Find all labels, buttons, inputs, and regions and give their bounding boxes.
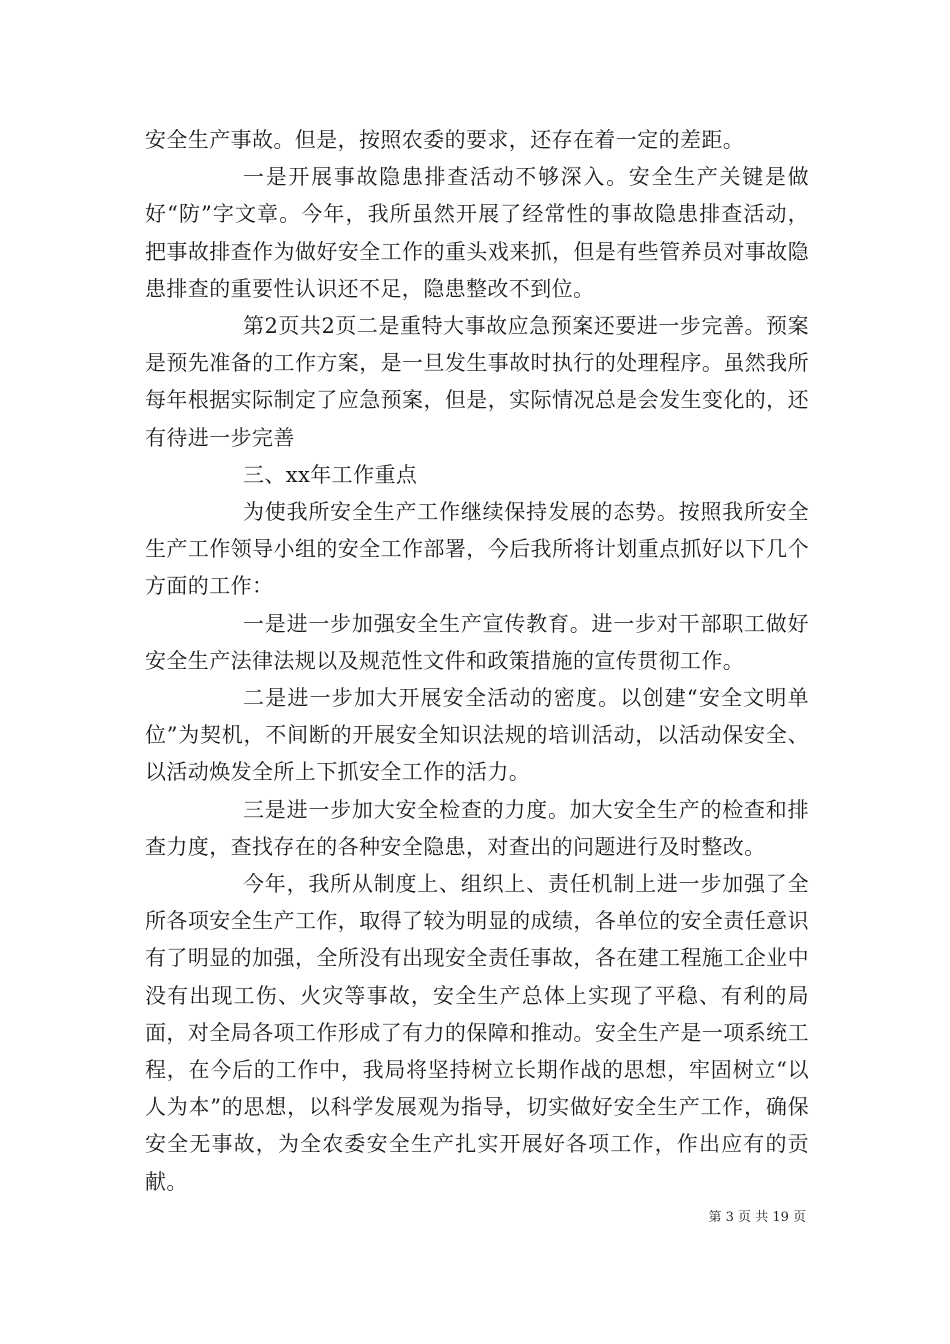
section-heading: 三、xx年工作重点 (243, 462, 418, 487)
paragraph-8: 三是进一步加大安全检查的力度。加大安全生产的检查和排查力度，查找存在的各种安全隐患，对查出的问题进行及时整改。 (145, 797, 809, 859)
page-number-footer: 第 3 页 共 19 页 (708, 1210, 806, 1225)
paragraph-3: 第2页共2页二是重特大事故应急预案还要进一步完善。预案是预先准备的工作方案，是一旦发生事故时执行的处理程序。虽然我所每年根据实际制定了应急预案，但是，实际情况总是会发生变化的，还有待进一步完善 (145, 314, 809, 450)
paragraph-1: 安全生产事故。但是，按照农委的要求，还存在着一定的差距。 (145, 128, 745, 152)
paragraph-7: 二是进一步加大开展安全活动的密度。以创建“安全文明单位”为契机，不间断的开展安全知识法规的培训活动，以活动保安全、以活动焕发全所上下抓安全工作的活力。 (145, 686, 809, 785)
paragraph-2: 一是开展事故隐患排查活动不够深入。安全生产关键是做好“防”字文章。今年，我所虽然开展了经常性的事故隐患排查活动，把事故排查作为做好安全工作的重头戏来抓，但是有些管养员对事故隐患排查的重要性认识还不足，隐患整改不到位。 (145, 165, 809, 301)
document-body (145, 122, 809, 1201)
paragraph-6: 一是进一步加强安全生产宣传教育。进一步对干部职工做好安全生产法律法规以及规范性文件和政策措施的宣传贯彻工作。 (145, 611, 809, 673)
paragraph-9: 今年，我所从制度上、组织上、责任机制上进一步加强了全所各项安全生产工作，取得了较为明显的成绩，各单位的安全责任意识有了明显的加强，全所没有出现安全责任事故，各在建工程施工企业中没有出现工伤、火灾等事故，安全生产总体上实现了平稳、有利的局面，对全局各项工作形成了有力的保障和推动。安全生产是一项系统工程，在今后的工作中，我局将坚持树立长期作战的思想，牢固树立“以人为本”的思想，以科学发展观为指导，切实做好安全生产工作，确保安全无事故，为全农委安全生产扎实开展好各项工作，作出应有的贡献。 (145, 872, 809, 1194)
paragraph-5: 为使我所安全生产工作继续保持发展的态势。按照我所安全生产工作领导小组的安全工作部署，今后我所将计划重点抓好以下几个方面的工作： (145, 500, 809, 599)
